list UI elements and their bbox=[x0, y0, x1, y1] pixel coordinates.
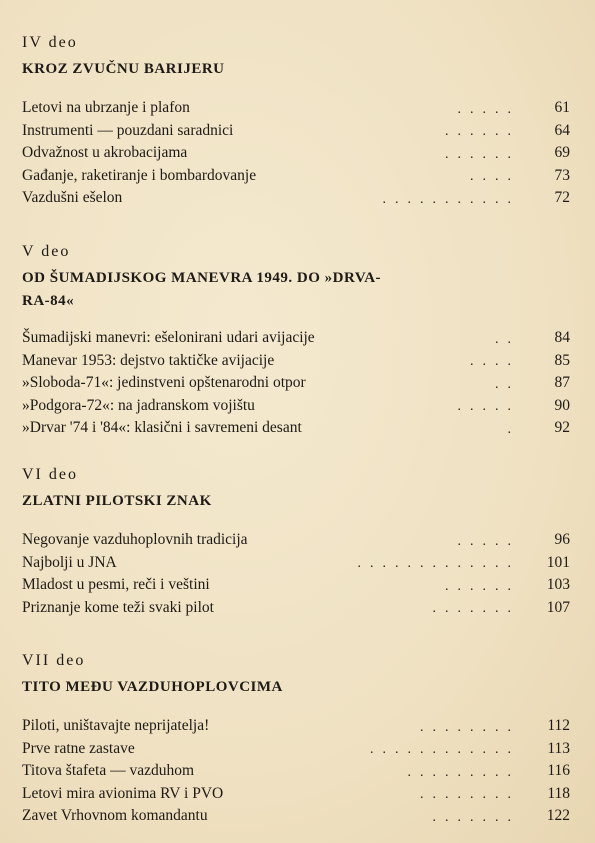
leader-dots: ....... bbox=[432, 809, 520, 825]
part-vii bbox=[22, 652, 570, 828]
leader-dots: .... bbox=[470, 354, 520, 369]
toc-entry[interactable] bbox=[22, 715, 570, 738]
part-title: ZLATNI PILOTSKI ZNAK bbox=[22, 493, 212, 509]
leader-dots: .. bbox=[495, 331, 520, 347]
entry-title: Mladost u pesmi, reči i veštini bbox=[22, 576, 210, 593]
entry-title: »Sloboda-71«: jedinstveni opštenarodni otpor bbox=[22, 374, 306, 391]
entry-title: Letovi mira avionima RV i PVO bbox=[22, 784, 224, 802]
toc-entry[interactable] bbox=[22, 97, 570, 120]
part-iv bbox=[22, 34, 570, 210]
leader-dots: ............ bbox=[370, 742, 520, 757]
entry-title: Letovi na ubrzanje i plafon bbox=[22, 99, 190, 116]
leader-dots: ............. bbox=[357, 556, 520, 571]
entry-page: 87 bbox=[554, 374, 570, 391]
part-vi bbox=[22, 466, 570, 619]
toc-entry[interactable] bbox=[22, 574, 570, 597]
toc-entry[interactable] bbox=[22, 187, 570, 210]
toc-entry[interactable] bbox=[22, 395, 570, 418]
entry-page: 61 bbox=[554, 99, 570, 116]
leader-dots: ...... bbox=[445, 146, 520, 162]
entry-title: Zavet Vrhovnom komandantu bbox=[22, 807, 208, 824]
leader-dots: ...... bbox=[445, 578, 520, 594]
entry-title: Najbolji u JNA bbox=[22, 553, 117, 571]
part-v bbox=[22, 243, 570, 440]
part-label: VI deo bbox=[22, 466, 78, 483]
part-title-line1: OD ŠUMADIJSKOG MANEVRA 1949. DO »DRVA- bbox=[22, 270, 382, 286]
part-title: KROZ ZVUČNU BARIJERU bbox=[22, 61, 225, 77]
entry-page: 122 bbox=[546, 807, 570, 824]
leader-dots: ..... bbox=[457, 101, 520, 117]
entry-title: Šumadijski manevri: ešelonirani udari avijacije bbox=[22, 329, 315, 346]
entry-title: Prve ratne zastave bbox=[22, 739, 135, 757]
leader-dots: ......... bbox=[407, 764, 520, 780]
leader-dots: ........ bbox=[420, 787, 520, 802]
toc-entry[interactable] bbox=[22, 552, 570, 575]
entry-page: 84 bbox=[554, 329, 570, 346]
toc-entry[interactable] bbox=[22, 165, 570, 188]
toc-entry[interactable] bbox=[22, 738, 570, 761]
entry-page: 118 bbox=[547, 784, 570, 802]
part-label: V deo bbox=[22, 243, 71, 260]
toc-entry[interactable] bbox=[22, 805, 570, 828]
entry-page: 72 bbox=[554, 189, 570, 206]
entry-page: 73 bbox=[554, 166, 570, 184]
leader-dots: ....... bbox=[432, 601, 520, 616]
entry-title: Gađanje, raketiranje i bombardovanje bbox=[22, 166, 257, 184]
leader-dots: ..... bbox=[457, 533, 520, 549]
entry-page: 112 bbox=[547, 717, 570, 734]
toc-entry[interactable] bbox=[22, 783, 570, 806]
leader-dots: ..... bbox=[457, 399, 520, 414]
entry-title: »Drvar '74 i '84«: klasični i savremeni desant bbox=[22, 419, 302, 436]
entry-title: Priznanje kome teži svaki pilot bbox=[22, 598, 214, 616]
leader-dots: . bbox=[507, 421, 520, 437]
toc-entry[interactable] bbox=[22, 327, 570, 350]
entry-page: 107 bbox=[546, 598, 570, 616]
leader-dots: ........... bbox=[382, 191, 520, 207]
entry-title: Piloti, uništavajte neprijatelja! bbox=[22, 717, 210, 734]
toc-entry[interactable] bbox=[22, 417, 570, 440]
entry-title: Manevar 1953: dejstvo taktičke avijacije bbox=[22, 351, 275, 369]
toc-entry[interactable] bbox=[22, 760, 570, 783]
entry-page: 96 bbox=[554, 531, 570, 548]
entry-page: 116 bbox=[547, 762, 570, 779]
part-label: VII deo bbox=[22, 652, 86, 669]
entry-page: 90 bbox=[554, 396, 570, 414]
entry-title: Vazdušni ešelon bbox=[22, 189, 123, 206]
part-label: IV deo bbox=[22, 34, 78, 51]
entry-page: 85 bbox=[554, 351, 570, 369]
entry-page: 103 bbox=[546, 576, 570, 593]
entry-page: 113 bbox=[547, 739, 570, 757]
toc-entry[interactable] bbox=[22, 529, 570, 552]
part-title: TITO MEĐU VAZDUHOPLOVCIMA bbox=[22, 679, 283, 695]
toc-entry[interactable] bbox=[22, 350, 570, 373]
leader-dots: ...... bbox=[445, 124, 520, 139]
leader-dots: ........ bbox=[420, 719, 520, 735]
entry-page: 64 bbox=[554, 121, 570, 139]
toc-entry[interactable] bbox=[22, 597, 570, 620]
entry-title: Instrumenti — pouzdani saradnici bbox=[22, 121, 234, 139]
toc-entry[interactable] bbox=[22, 120, 570, 143]
part-title bbox=[22, 267, 570, 313]
entry-title: Odvažnost u akrobacijama bbox=[22, 144, 188, 161]
entry-title: Titova štafeta — vazduhom bbox=[22, 762, 195, 779]
leader-dots: .. bbox=[495, 376, 520, 392]
leader-dots: .... bbox=[470, 169, 520, 184]
entry-page: 69 bbox=[554, 144, 570, 161]
entry-title: »Podgora-72«: na jadranskom vojištu bbox=[22, 396, 255, 414]
entry-title: Negovanje vazduhoplovnih tradicija bbox=[22, 531, 248, 548]
entry-page: 92 bbox=[554, 419, 570, 436]
toc-entry[interactable] bbox=[22, 372, 570, 395]
entry-page: 101 bbox=[546, 553, 570, 571]
toc-entry[interactable] bbox=[22, 142, 570, 165]
part-title-line2: RA-84« bbox=[22, 293, 75, 309]
